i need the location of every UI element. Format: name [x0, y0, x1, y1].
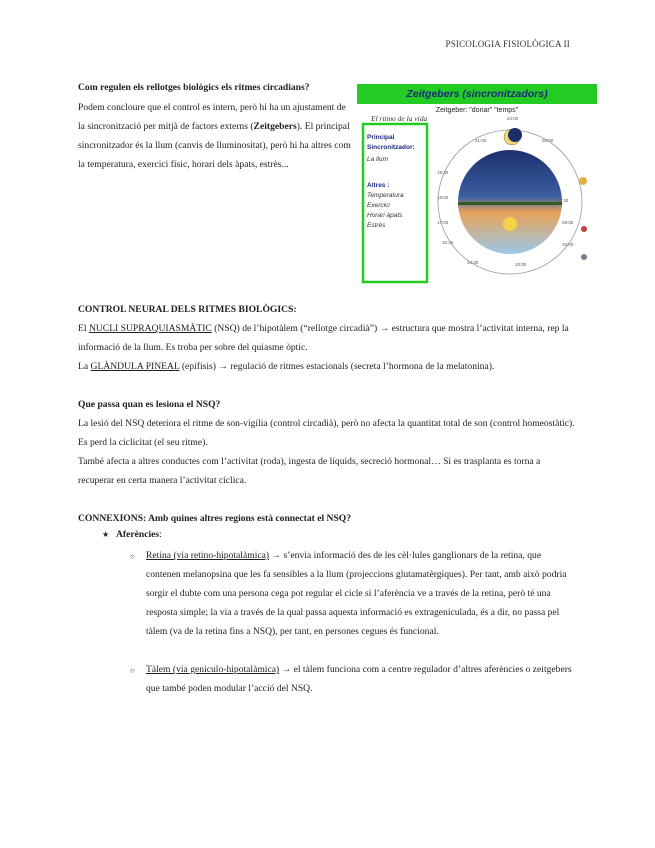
running-header: PSICOLOGIA FISIOLÒGICA II	[445, 39, 570, 49]
list-item-talem	[130, 660, 576, 698]
neural-l1-text: (NSQ) de l’hipotàlem (“rellotge circadià”) → estructura que mostra l’activitat interna, rep la informació de la llum. Es troba per sobre del quiasme òptic.	[78, 323, 569, 353]
zeitgebers-figure	[357, 84, 597, 287]
svg-text:.: .	[371, 281, 372, 285]
afferences-colon: :	[159, 529, 162, 540]
lesion-section	[78, 395, 578, 490]
neural-pineal-paragraph	[78, 357, 578, 376]
neural-l2-text: (epífisis) → regulació de ritmes estacionals (secreta l’hormona de la melatonina).	[179, 361, 495, 372]
figure-subtitle: Zeitgeber: "donar" "temps"	[435, 107, 519, 114]
svg-text:24:00: 24:00	[507, 116, 519, 121]
talem-text: → el tàlem funciona com a centre regulador d’altres aferències o zeitgebers que també poden modular l’acció del NSQ.	[146, 664, 572, 694]
neural-section	[78, 300, 578, 376]
lesion-paragraph-2: També afecta a altres conductes com l’activitat (roda), ingesta de líquids, secreció hormonal… Si es trasplanta es torna a recuperar en certa manera l’activitat cíclica.	[78, 456, 541, 486]
intro-section	[78, 78, 353, 174]
circle-bullet-icon: ○	[130, 666, 135, 675]
zeitgebers-illustration	[357, 84, 597, 287]
svg-text:15:30: 15:30	[442, 240, 454, 245]
neural-l1-prefix: El	[78, 323, 89, 334]
nsq-term: NUCLI SUPRAQUIASMÀTIC	[88, 323, 212, 334]
intro-heading: Com regulen els rellotges biològics els ritmes circadians?	[78, 82, 310, 93]
neural-l2-prefix: La	[78, 361, 91, 372]
svg-text:17:00: 17:00	[437, 220, 449, 225]
intro-zeitgebers: Zeitgebers	[253, 121, 297, 132]
svg-text:08:30: 08:30	[562, 220, 574, 225]
pineal-term: GLÀNDULA PINEAL	[90, 361, 180, 372]
small-sun-icon	[579, 177, 587, 185]
lesion-paragraph-1: La lesió del NSQ deteriora el ritme de son-vigília (control circadià), però no afecta la quantitat total de son (control homeostàtic). Es perd la ciclicitat (el seu ritme).	[78, 418, 575, 448]
figure-caption: El ritmo de la vida	[371, 114, 428, 123]
principal-label: Principal Sincronitzador:	[367, 134, 415, 151]
others-item-0: Temperatura	[367, 192, 404, 199]
retina-text: → s’envia informació des de les cèl·lules ganglionars de la retina, que contenen melanopsina que les fa sensibles a la llum (projeccions glutamatèrgiques). Per tant, amb això podria sorgir el dubte com una persona cega pot regular el cicle si l’aferència ve a través de la retina, però té una resposta simple; la via a través de la qual passa aquesta informació es extrageniculada, és a dir, no passa pel tàlem (va de la retina fins a NSQ), per tant, en persones cegues és funcional.	[146, 550, 567, 637]
neural-heading: CONTROL NEURAL DELS RITMES BIOLÒGICS:	[78, 304, 297, 315]
svg-text:18:00: 18:00	[437, 195, 449, 200]
svg-text:14:30: 14:30	[467, 260, 479, 265]
lesion-heading: Que passa quan es lesiona el NSQ?	[78, 399, 221, 410]
connexions-heading: CONNEXIONS: Amb quines altres regions està connectat el NSQ?	[78, 513, 352, 524]
svg-text:07:30: 07:30	[557, 198, 569, 203]
intro-paragraph	[78, 98, 353, 174]
talem-term: Tàlem (via geniculo-hipotalàmica)	[146, 664, 280, 675]
svg-text:19:30: 19:30	[437, 170, 449, 175]
principal-value: La llum	[367, 156, 388, 163]
others-item-3: Estrès	[367, 222, 386, 229]
intro-text-a: Podem concloure que el control es intern, però hi ha un ajustament de la sincronització per mitjà de factors externs (	[78, 102, 346, 132]
star-bullet-icon: ★	[102, 530, 110, 539]
list-item-retina	[130, 546, 576, 641]
others-label: Altres :	[367, 182, 390, 189]
figure-title: Zeitgebers (sincronitzadors)	[406, 88, 548, 100]
intro-text-b: ). El principal sincronitzador és la llum (canvis de lluminositat), però hi ha altres com la temperatura, exercici físic, horari dels àpats, estrès...	[78, 121, 351, 170]
others-item-1: Exercici	[367, 202, 390, 209]
afferences-label: Aferències	[116, 529, 160, 540]
sun-icon	[503, 217, 517, 231]
retina-term: Retina (via retino-hipotalàmica)	[146, 550, 270, 561]
neural-nsq-paragraph	[78, 319, 578, 357]
svg-text:21:00: 21:00	[475, 138, 487, 143]
svg-text:10:00: 10:00	[562, 242, 574, 247]
circle-bullet-icon: ○	[130, 552, 135, 561]
svg-text:02:00: 02:00	[542, 138, 554, 143]
svg-text:10:00: 10:00	[515, 262, 527, 267]
afferences-bullet	[102, 529, 162, 540]
others-item-2: Horari àpats	[367, 212, 403, 219]
